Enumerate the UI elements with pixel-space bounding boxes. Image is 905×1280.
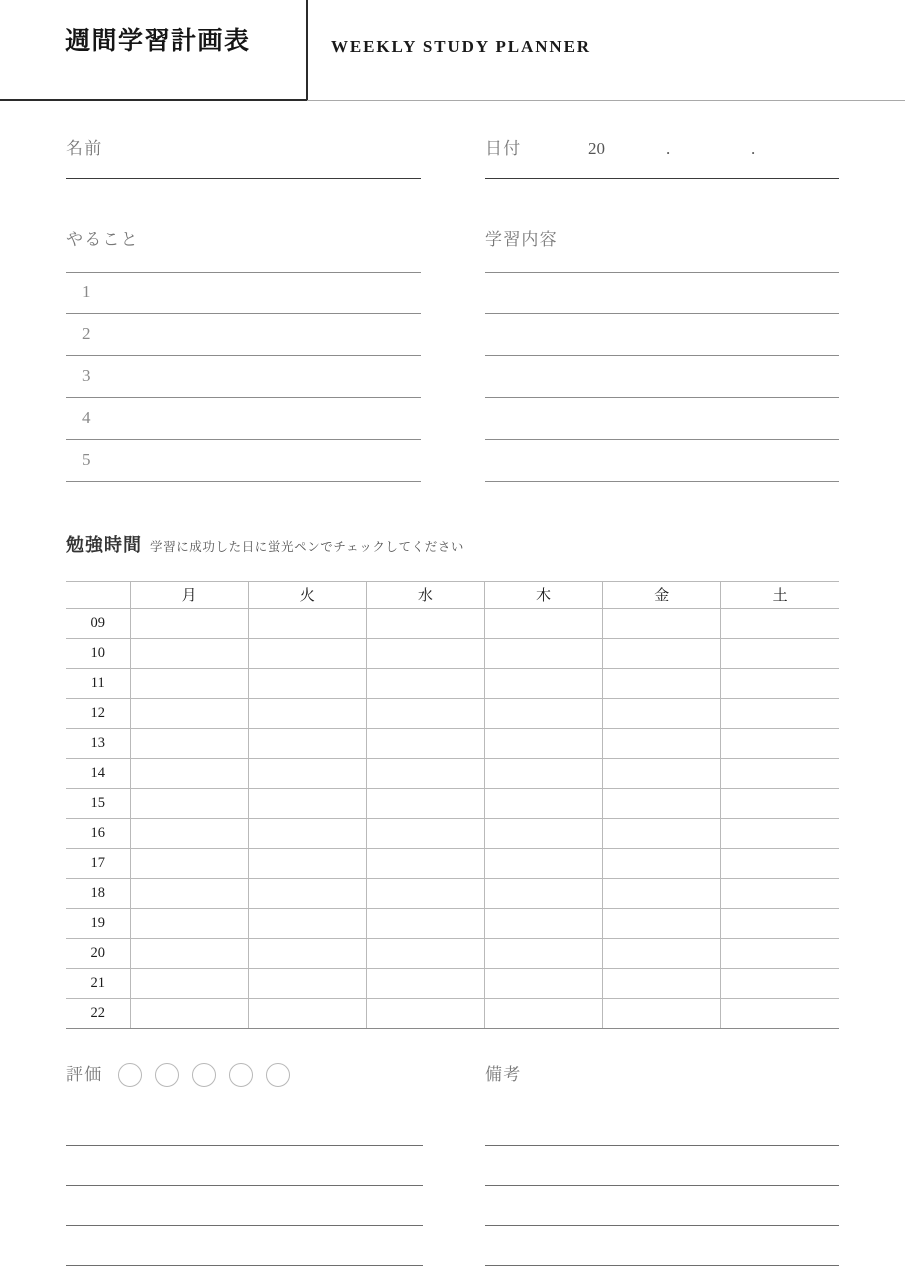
- table-row: [66, 669, 839, 699]
- schedule-day-header: 火: [248, 581, 366, 609]
- schedule-cell[interactable]: [484, 699, 602, 729]
- schedule-cell[interactable]: [721, 729, 839, 759]
- schedule-hour-label: 15: [66, 789, 130, 819]
- date-century-prefix: 20: [588, 139, 605, 158]
- schedule-cell[interactable]: [721, 939, 839, 969]
- schedule-hour-label: 18: [66, 879, 130, 909]
- schedule-cell[interactable]: [130, 729, 248, 759]
- schedule-cell[interactable]: [484, 639, 602, 669]
- todo-list: [66, 272, 421, 482]
- write-line[interactable]: [485, 1106, 839, 1146]
- schedule-cell[interactable]: [130, 609, 248, 639]
- remarks-write-lines: [485, 1106, 839, 1266]
- list-item[interactable]: [66, 440, 421, 482]
- name-label: 名前: [66, 139, 103, 158]
- table-row: [66, 729, 839, 759]
- schedule-cell[interactable]: [603, 729, 721, 759]
- list-item[interactable]: [485, 272, 839, 314]
- schedule-hour-label: 12: [66, 699, 130, 729]
- schedule-cell[interactable]: [484, 759, 602, 789]
- schedule-cell[interactable]: [130, 909, 248, 939]
- todo-item-number: 5: [82, 450, 91, 469]
- table-row: [66, 879, 839, 909]
- remarks-label: 備考: [485, 1065, 522, 1084]
- rating-circle[interactable]: [266, 1063, 290, 1087]
- write-line[interactable]: [66, 1226, 423, 1266]
- todo-item-number: 1: [82, 282, 91, 301]
- schedule-day-header: 土: [721, 581, 839, 609]
- schedule-cell[interactable]: [366, 999, 484, 1029]
- write-line[interactable]: [485, 1146, 839, 1186]
- schedule-cell[interactable]: [248, 939, 366, 969]
- schedule-cell[interactable]: [603, 819, 721, 849]
- schedule-cell[interactable]: [484, 789, 602, 819]
- study-time-heading: 勉強時間: [66, 535, 142, 555]
- schedule-cell[interactable]: [248, 699, 366, 729]
- schedule-cell[interactable]: [721, 969, 839, 999]
- schedule-hour-label: 17: [66, 849, 130, 879]
- page-title-english: WEEKLY STUDY PLANNER: [331, 37, 591, 56]
- schedule-day-header: 水: [366, 581, 484, 609]
- schedule-cell[interactable]: [248, 759, 366, 789]
- date-separator-2: .: [751, 139, 756, 158]
- schedule-cell[interactable]: [721, 609, 839, 639]
- schedule-cell[interactable]: [603, 909, 721, 939]
- schedule-cell[interactable]: [248, 789, 366, 819]
- evaluation-label: 評価: [66, 1065, 103, 1084]
- rating-circle[interactable]: [155, 1063, 179, 1087]
- schedule-cell[interactable]: [130, 939, 248, 969]
- schedule-hour-label: 09: [66, 609, 130, 639]
- schedule-cell[interactable]: [603, 669, 721, 699]
- table-row: [66, 819, 839, 849]
- schedule-cell[interactable]: [603, 999, 721, 1029]
- schedule-cell[interactable]: [484, 879, 602, 909]
- schedule-cell[interactable]: [366, 879, 484, 909]
- schedule-hour-label: 20: [66, 939, 130, 969]
- schedule-cell[interactable]: [366, 969, 484, 999]
- page-header: [0, 0, 905, 100]
- schedule-cell[interactable]: [248, 609, 366, 639]
- todo-item-number: 2: [82, 324, 91, 343]
- write-line[interactable]: [485, 1226, 839, 1266]
- table-row: [66, 999, 839, 1029]
- schedule-cell[interactable]: [721, 789, 839, 819]
- schedule-cell[interactable]: [721, 909, 839, 939]
- schedule-hour-label: 21: [66, 969, 130, 999]
- schedule-day-header: 月: [130, 581, 248, 609]
- write-line[interactable]: [66, 1106, 423, 1146]
- header-rule-left: [0, 99, 307, 101]
- header-rule-right: [307, 100, 905, 101]
- schedule-cell[interactable]: [721, 879, 839, 909]
- schedule-cell[interactable]: [603, 699, 721, 729]
- todo-section-heading: やること: [66, 230, 139, 249]
- table-row: [66, 909, 839, 939]
- study-time-heading-group: [66, 536, 464, 555]
- schedule-body: [66, 609, 839, 1029]
- study-content-heading: 学習内容: [485, 230, 558, 249]
- schedule-cell[interactable]: [603, 759, 721, 789]
- schedule-cell[interactable]: [484, 729, 602, 759]
- date-label: 日付: [485, 139, 522, 158]
- list-item[interactable]: [66, 272, 421, 314]
- schedule-cell[interactable]: [366, 759, 484, 789]
- name-input-line[interactable]: [66, 178, 421, 179]
- schedule-cell[interactable]: [130, 969, 248, 999]
- schedule-hour-label: 11: [66, 669, 130, 699]
- schedule-cell[interactable]: [248, 849, 366, 879]
- schedule-cell[interactable]: [366, 609, 484, 639]
- table-row: [66, 969, 839, 999]
- schedule-cell[interactable]: [484, 819, 602, 849]
- list-item[interactable]: [485, 398, 839, 440]
- schedule-cell[interactable]: [721, 849, 839, 879]
- schedule-hour-label: 14: [66, 759, 130, 789]
- schedule-hour-label: 10: [66, 639, 130, 669]
- write-line[interactable]: [485, 1186, 839, 1226]
- schedule-cell[interactable]: [603, 969, 721, 999]
- list-item[interactable]: [66, 398, 421, 440]
- list-item[interactable]: [485, 440, 839, 482]
- schedule-cell[interactable]: [248, 969, 366, 999]
- schedule-cell[interactable]: [366, 639, 484, 669]
- list-item[interactable]: [66, 314, 421, 356]
- schedule-cell[interactable]: [484, 609, 602, 639]
- schedule-cell[interactable]: [130, 999, 248, 1029]
- table-row: [66, 609, 839, 639]
- schedule-cell[interactable]: [484, 669, 602, 699]
- schedule-cell[interactable]: [721, 669, 839, 699]
- study-time-note: 学習に成功した日に蛍光ペンでチェックしてください: [150, 540, 465, 554]
- list-item[interactable]: [485, 356, 839, 398]
- schedule-cell[interactable]: [721, 699, 839, 729]
- todo-item-number: 3: [82, 366, 91, 385]
- schedule-header-row: [66, 581, 839, 609]
- evaluation-circles: [118, 1063, 290, 1087]
- table-row: [66, 789, 839, 819]
- schedule-cell[interactable]: [130, 669, 248, 699]
- schedule-cell[interactable]: [603, 639, 721, 669]
- schedule-cell[interactable]: [366, 819, 484, 849]
- header-vertical-divider: [306, 0, 308, 100]
- schedule-hour-label: 19: [66, 909, 130, 939]
- schedule-cell[interactable]: [366, 789, 484, 819]
- schedule-cell[interactable]: [248, 879, 366, 909]
- schedule-cell[interactable]: [130, 879, 248, 909]
- schedule-cell[interactable]: [366, 849, 484, 879]
- schedule-cell[interactable]: [130, 699, 248, 729]
- schedule-cell[interactable]: [130, 759, 248, 789]
- schedule-cell[interactable]: [366, 699, 484, 729]
- schedule-cell[interactable]: [484, 849, 602, 879]
- schedule-cell[interactable]: [484, 909, 602, 939]
- table-row: [66, 849, 839, 879]
- schedule-cell[interactable]: [248, 999, 366, 1029]
- schedule-cell[interactable]: [603, 789, 721, 819]
- schedule-cell[interactable]: [366, 729, 484, 759]
- schedule-cell[interactable]: [366, 669, 484, 699]
- schedule-cell[interactable]: [721, 819, 839, 849]
- schedule-cell[interactable]: [248, 729, 366, 759]
- schedule-cell[interactable]: [366, 939, 484, 969]
- date-input-line[interactable]: [485, 178, 839, 179]
- schedule-cell[interactable]: [721, 759, 839, 789]
- schedule-cell[interactable]: [603, 939, 721, 969]
- schedule-cell[interactable]: [484, 999, 602, 1029]
- schedule-cell[interactable]: [603, 849, 721, 879]
- schedule-cell[interactable]: [603, 879, 721, 909]
- todo-item-number: 4: [82, 408, 91, 427]
- table-row: [66, 639, 839, 669]
- list-item[interactable]: [66, 356, 421, 398]
- schedule-cell[interactable]: [248, 669, 366, 699]
- evaluation-write-lines: [66, 1106, 423, 1266]
- rating-circle[interactable]: [229, 1063, 253, 1087]
- write-line[interactable]: [66, 1146, 423, 1186]
- rating-circle[interactable]: [118, 1063, 142, 1087]
- write-line[interactable]: [66, 1186, 423, 1226]
- schedule-hour-label: 13: [66, 729, 130, 759]
- schedule-day-header: 金: [603, 581, 721, 609]
- page-title-japanese: 週間学習計画表: [65, 28, 251, 55]
- schedule-day-header: 木: [484, 581, 602, 609]
- schedule-cell[interactable]: [484, 939, 602, 969]
- schedule-table: [66, 581, 839, 1029]
- schedule-cell[interactable]: [721, 999, 839, 1029]
- schedule-hour-label: 16: [66, 819, 130, 849]
- list-item[interactable]: [485, 314, 839, 356]
- schedule-cell[interactable]: [130, 639, 248, 669]
- table-row: [66, 759, 839, 789]
- table-row: [66, 939, 839, 969]
- schedule-cell[interactable]: [603, 609, 721, 639]
- schedule-cell[interactable]: [130, 789, 248, 819]
- schedule-cell[interactable]: [366, 909, 484, 939]
- schedule-hour-label: 22: [66, 999, 130, 1029]
- schedule-cell[interactable]: [721, 639, 839, 669]
- schedule-cell[interactable]: [248, 639, 366, 669]
- schedule-cell[interactable]: [130, 819, 248, 849]
- study-content-list: [485, 272, 839, 482]
- table-row: [66, 699, 839, 729]
- schedule-cell[interactable]: [130, 849, 248, 879]
- schedule-cell[interactable]: [248, 909, 366, 939]
- schedule-cell[interactable]: [248, 819, 366, 849]
- rating-circle[interactable]: [192, 1063, 216, 1087]
- schedule-cell[interactable]: [484, 969, 602, 999]
- schedule-corner-cell: [66, 581, 130, 609]
- date-separator-1: .: [666, 139, 671, 158]
